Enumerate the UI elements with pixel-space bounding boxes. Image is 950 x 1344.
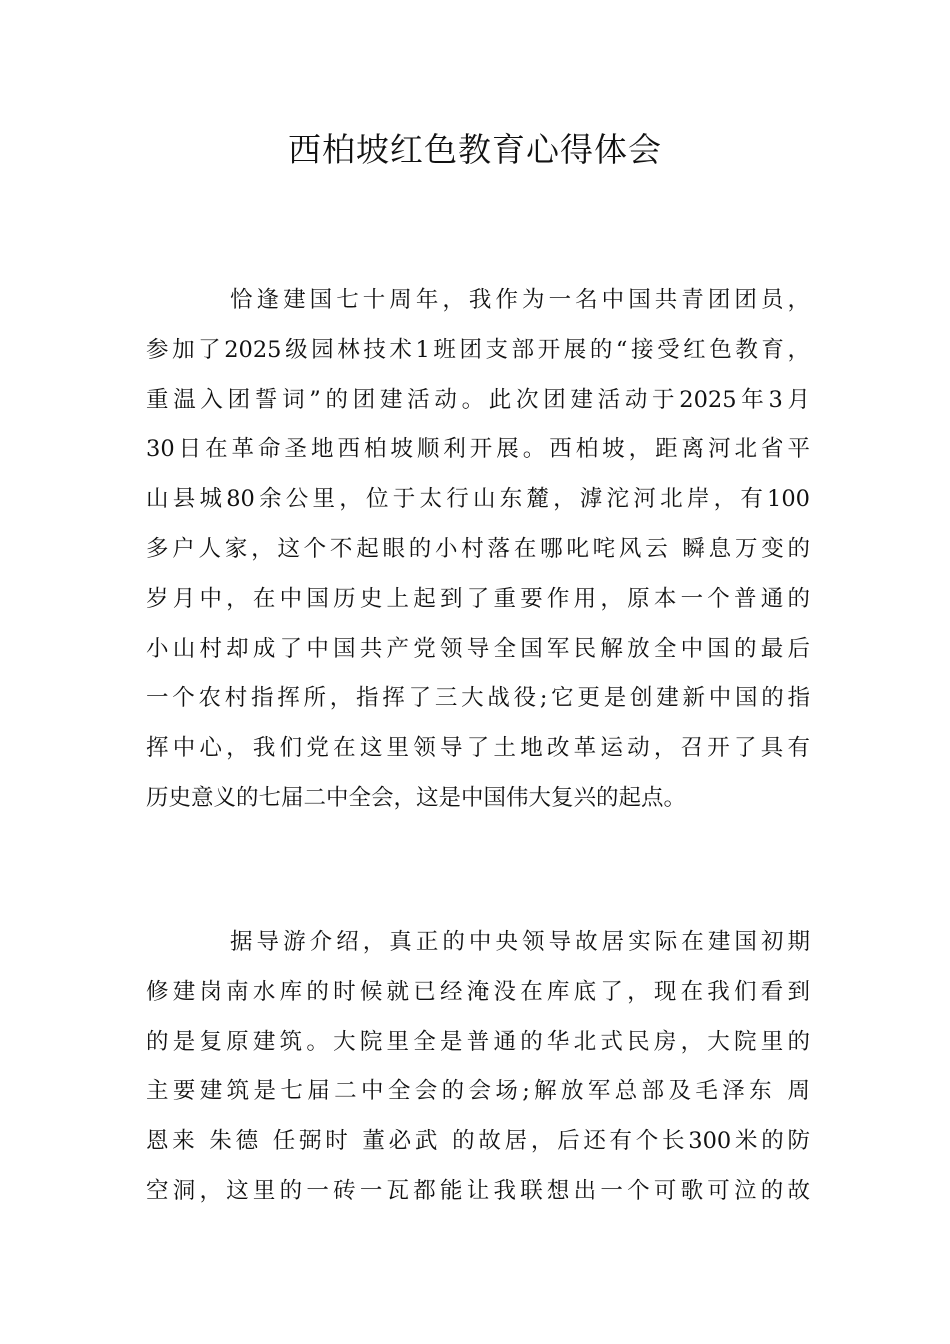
paragraph-line: 空洞，这里的一砖一瓦都能让我联想出一个可歌可泣的故 [146,1177,810,1204]
paragraph-line: 重温入团誓词”的团建活动。此次团建活动于2025年3月 [146,386,810,413]
paragraph-line: 主要建筑是七届二中全会的会场;解放军总部及毛泽东 周 [146,1078,810,1105]
document-title: 西柏坡红色教育心得体会 [288,130,662,169]
paragraph-line: 多户人家，这个不起眼的小村落在哪叱咤风云 瞬息万变的 [146,535,810,562]
paragraph-line: 恩来 朱德 任弼时 董必武 的故居，后还有个长300米的防 [146,1128,810,1155]
paragraph-2 [146,918,810,1217]
paragraph-line: 岁月中，在中国历史上起到了重要作用，原本一个普通的 [146,585,810,612]
paragraph-line: 一个农村指挥所，指挥了三大战役;它更是创建新中国的指 [146,685,810,712]
paragraph-line: 30日在革命圣地西柏坡顺利开展。西柏坡，距离河北省平 [146,436,810,463]
paragraph-line: 修建岗南水库的时候就已经淹没在库底了，现在我们看到 [146,978,810,1005]
paragraph-line: 恰逢建国七十周年，我作为一名中国共青团团员， [230,287,810,313]
paragraph-1 [146,276,810,824]
paragraph-line: 历史意义的七届二中全会，这是中国伟大复兴的起点。 [146,784,687,811]
paragraph-line: 小山村却成了中国共产党领导全国军民解放全中国的最后 [146,635,810,662]
paragraph-line: 的是复原建筑。大院里全是普通的华北式民房，大院里的 [146,1028,810,1055]
paragraph-line: 据导游介绍，真正的中央领导故居实际在建国初期 [230,929,810,955]
paragraph-line: 挥中心，我们党在这里领导了土地改革运动，召开了具有 [146,735,810,762]
paragraph-line: 参加了2025级园林技术1班团支部开展的“接受红色教育， [146,336,810,363]
paragraph-line: 山县城80余公里，位于太行山东麓，滹沱河北岸，有100 [146,486,810,513]
